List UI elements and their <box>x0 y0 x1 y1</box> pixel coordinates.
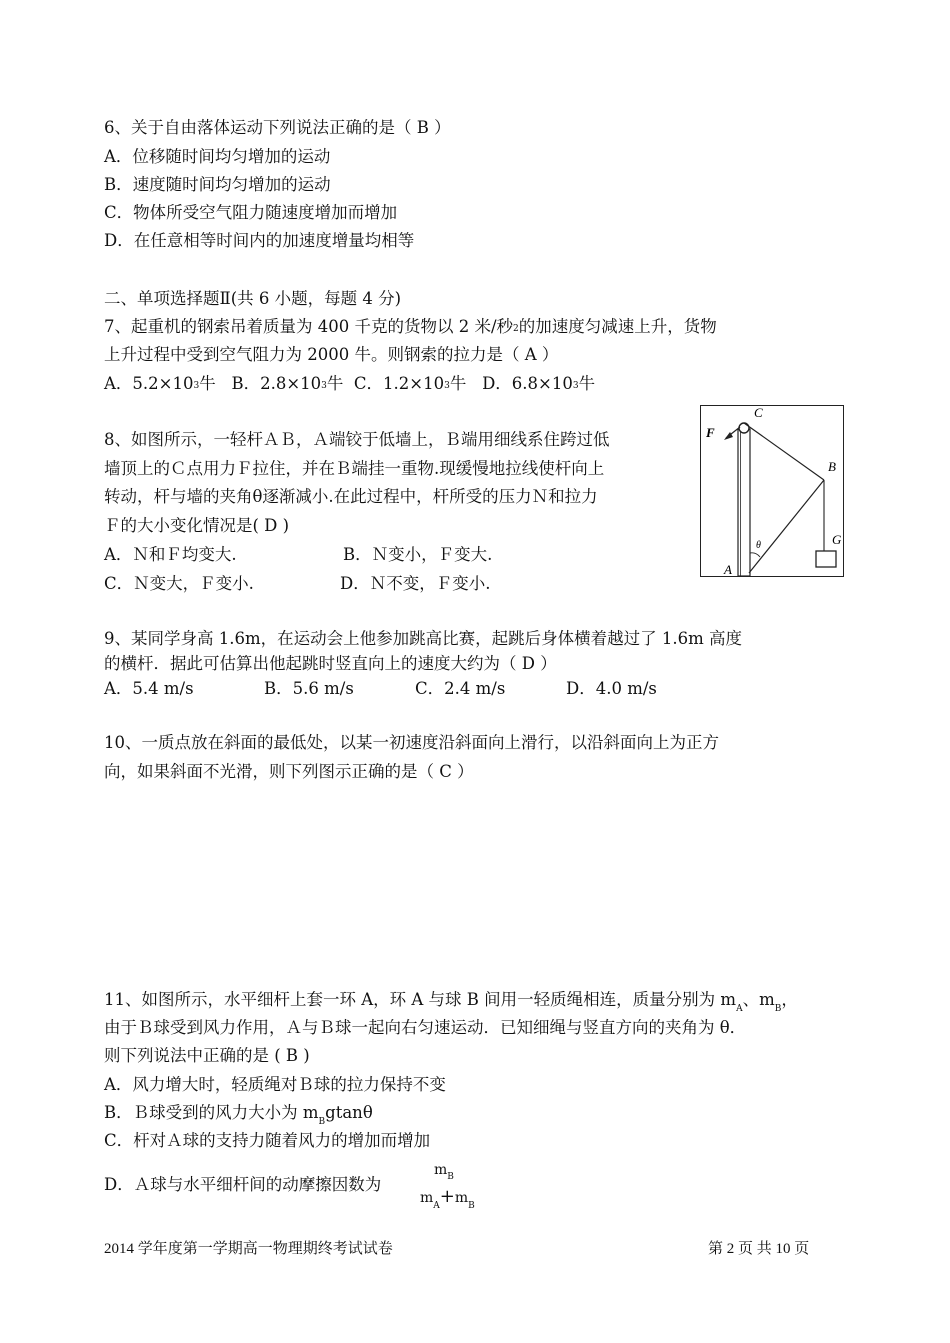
q7-d-exp: 3 <box>572 381 579 391</box>
q8-option-a: A．Ｎ和Ｆ均变大. <box>104 545 237 564</box>
wall <box>738 429 750 576</box>
frac-den-sub2: B <box>468 1201 475 1211</box>
q8-line-1: 8、如图所示，一轻杆ＡＢ，Ａ端铰于低墙上，Ｂ端用细线系住跨过低 <box>104 430 610 449</box>
frac-denominator <box>420 1186 475 1211</box>
frac-num-sub: B <box>447 1172 454 1182</box>
footer-page-number: 第 2 页 共 10 页 <box>708 1241 810 1257</box>
q11-text: 11、如图所示，水平细杆上套一环 A，环 A 与球 B 间用一轻质绳相连，质量分别为 m <box>104 990 737 1009</box>
frac-den-m1: m <box>420 1190 434 1206</box>
q8-line-3: 转动，杆与墙的夹角θ逐渐减小.在此过程中，杆所受的压力Ｎ和拉力 <box>104 487 598 506</box>
q7-exponent: 2 <box>513 324 519 334</box>
pulley-c <box>739 423 749 433</box>
q7-b-text: B．2.8×10 <box>231 374 322 393</box>
label-theta: θ <box>756 540 761 551</box>
label-c: C <box>754 405 763 420</box>
q6-option-d: D．在任意相等时间内的加速度增量均相等 <box>104 231 415 250</box>
q7-option-b <box>231 374 343 393</box>
q7-line-2: 上升过程中受到空气阻力为 2000 牛。则钢索的拉力是（ A ） <box>104 345 559 364</box>
q9-line-1: 9、某同学身高 1.6m，在运动会上他参加跳高比赛，起跳后身体横着越过了 1.6m 高度 <box>104 629 743 648</box>
frac-numerator <box>434 1162 454 1182</box>
q7-c-exp: 3 <box>444 381 450 391</box>
q7-option-d <box>482 374 595 393</box>
q7-c-unit: 牛 <box>449 374 467 393</box>
q8-figure <box>700 405 844 577</box>
q6-stem: 6、关于自由落体运动下列说法正确的是（ B ） <box>104 118 451 137</box>
q11-sub-a: A <box>736 1004 743 1014</box>
q11-comma: ， <box>781 990 798 1009</box>
q7-options <box>104 374 595 397</box>
q9-option-c: C．2.4 m/s <box>415 679 506 698</box>
frac-den-m2: m <box>454 1190 469 1206</box>
q11-option-a: A．风力增大时，轻质绳对Ｂ球的拉力保持不变 <box>104 1075 446 1094</box>
q11-b-tail: gtanθ <box>325 1103 373 1122</box>
label-f: F <box>706 425 715 440</box>
q9-line-2: 的横杆．据此可估算出他起跳时竖直向上的速度大约为（ D ） <box>104 654 557 673</box>
q7-text: 7、起重机的钢索吊着质量为 400 千克的货物以 2 米/秒 <box>104 317 514 336</box>
q8-line-2: 墙顶上的Ｃ点用力Ｆ拉住，并在Ｂ端挂一重物.现缓慢地拉线使杆向上 <box>104 459 605 478</box>
q7-b-exp: 3 <box>321 381 327 391</box>
q11-sub-b: B <box>774 1004 782 1014</box>
label-a: A <box>724 562 732 577</box>
q6-option-a: A．位移随时间均匀增加的运动 <box>104 147 331 166</box>
q7-b-unit: 牛 <box>326 374 344 393</box>
q8-line-4: Ｆ的大小变化情况是( D ) <box>104 516 290 535</box>
q7-a-exp: 3 <box>193 381 200 391</box>
footer-exam-title: 2014 学年度第一学期高一物理期终考试试卷 <box>104 1241 393 1257</box>
q7-d-unit: 牛 <box>578 374 596 393</box>
label-b: B <box>828 459 836 474</box>
q9-option-b: B．5.6 m/s <box>264 679 354 698</box>
q9-option-a: A．5.4 m/s <box>104 679 194 698</box>
q11-b-sub: B <box>318 1117 326 1127</box>
label-g: G <box>832 532 842 547</box>
q6-option-c: C．物体所受空气阻力随速度增加而增加 <box>104 203 398 222</box>
section-heading: 二、单项选择题Ⅱ(共 6 小题，每题 4 分) <box>104 289 402 308</box>
q7-text-tail: 的加速度匀减速上升，货物 <box>518 317 717 336</box>
q11-b-text: B．Ｂ球受到的风力大小为 m <box>104 1103 319 1122</box>
q7-d-text: D．6.8×10 <box>482 374 573 393</box>
q11-line-1 <box>104 990 798 1013</box>
q7-a-unit: 牛 <box>199 374 216 393</box>
q10-line-1: 10、一质点放在斜面的最低处，以某一初速度沿斜面向上滑行，以沿斜面向上为正方 <box>104 733 719 752</box>
q7-option-c <box>354 374 466 393</box>
frac-den-sub1: A <box>433 1201 440 1211</box>
q11-option-d: D．Ａ球与水平细杆间的动摩擦因数为 <box>104 1175 382 1194</box>
q8-option-b: B．Ｎ变小，Ｆ变大. <box>343 545 493 564</box>
frac-plus: + <box>439 1186 455 1207</box>
q7-a-text: A．5.2×10 <box>104 374 194 393</box>
q8-option-c: C．Ｎ变大，Ｆ变小. <box>104 574 254 593</box>
q10-line-2: 向，如果斜面不光滑，则下列图示正确的是（ C ） <box>104 762 474 781</box>
q11-sep: 、m <box>742 990 775 1009</box>
q11-line-2: 由于Ｂ球受到风力作用，Ａ与Ｂ球一起向右匀速运动．已知细绳与竖直方向的夹角为 θ． <box>104 1018 747 1037</box>
q7-c-text: C．1.2×10 <box>353 374 445 393</box>
q6-option-b: B．速度随时间均匀增加的运动 <box>104 175 331 194</box>
weight-g <box>816 551 836 567</box>
q11-line-3: 则下列说法中正确的是 ( B ) <box>104 1046 310 1065</box>
q7-option-a <box>104 374 216 393</box>
q11-fraction <box>420 1162 476 1210</box>
q8-option-d: D．Ｎ不变，Ｆ变小. <box>340 574 491 593</box>
q11-option-b <box>104 1103 373 1126</box>
frac-num-m: m <box>434 1162 448 1178</box>
q7-line-1 <box>104 317 717 340</box>
q11-option-c: C．杆对Ａ球的支持力随着风力的增加而增加 <box>104 1131 431 1150</box>
q9-option-d: D．4.0 m/s <box>566 679 657 698</box>
